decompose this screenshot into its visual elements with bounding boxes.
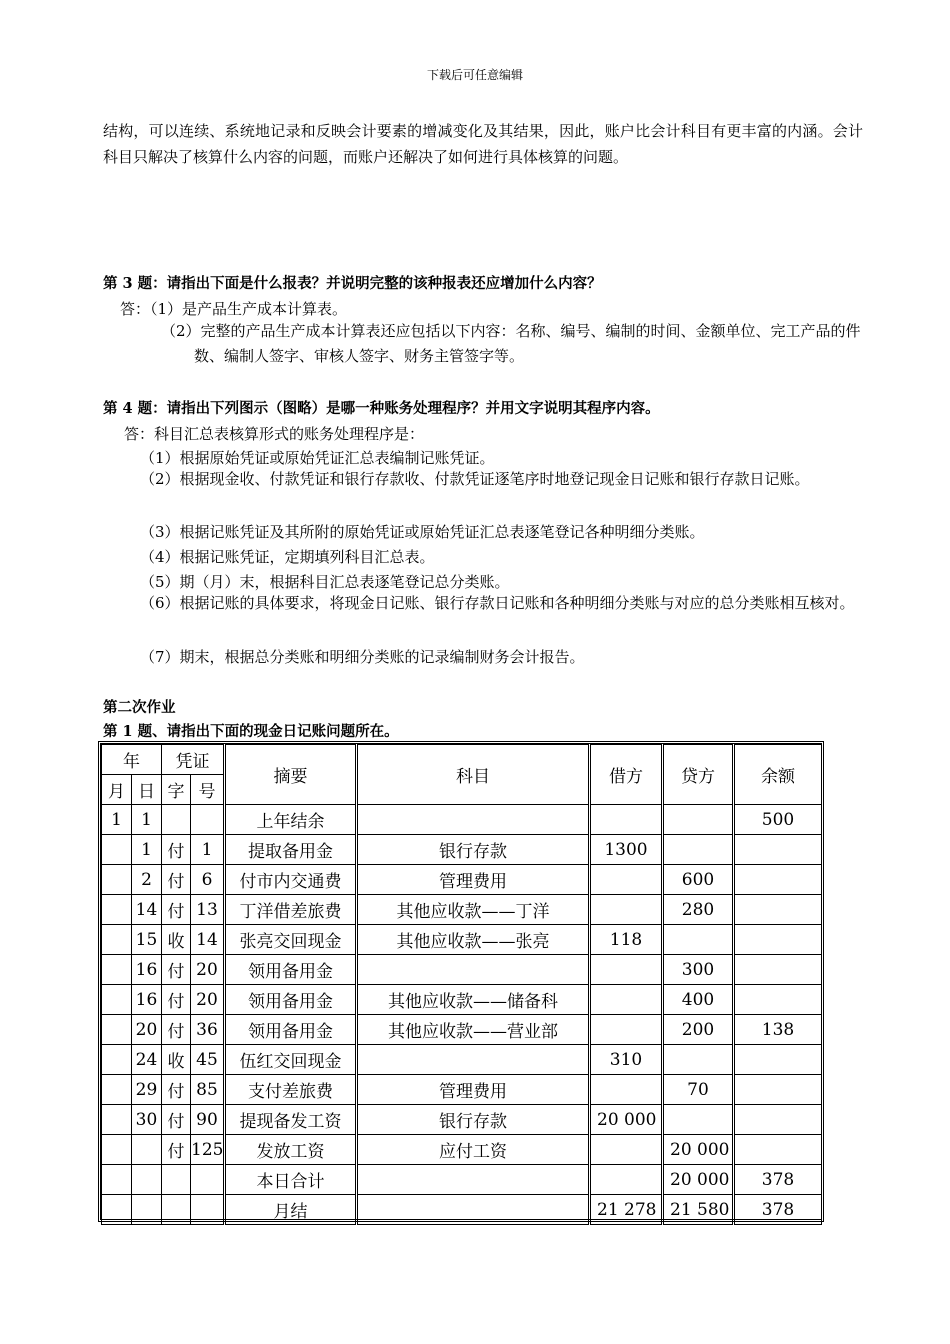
cell-credit <box>663 925 734 955</box>
cell-debit: 20 000 <box>590 1105 663 1135</box>
q4-step-1: （1）根据原始凭证或原始凭证汇总表编制记账凭证。 <box>140 449 495 467</box>
col-type-header: 字 <box>162 775 191 805</box>
col-voucher-header: 凭证 <box>162 745 225 775</box>
cell-account: 其他应收款——储备科 <box>357 985 590 1015</box>
cell-debit <box>590 1165 663 1195</box>
cell-debit: 310 <box>590 1045 663 1075</box>
cell-type: 付 <box>162 1015 191 1045</box>
cell-number: 6 <box>191 865 225 895</box>
cell-month <box>102 835 132 865</box>
cell-type: 付 <box>162 835 191 865</box>
cell-day: 1 <box>132 835 162 865</box>
table-row <box>102 835 822 865</box>
col-debit-header: 借方 <box>590 745 663 805</box>
cell-balance: 500 <box>734 805 822 835</box>
cell-account: 银行存款 <box>357 1105 590 1135</box>
table-row <box>102 1195 822 1225</box>
cell-type: 收 <box>162 1045 191 1075</box>
cell-day: 15 <box>132 925 162 955</box>
cell-credit <box>663 835 734 865</box>
table-row <box>102 1045 822 1075</box>
cell-account: 其他应收款——丁洋 <box>357 895 590 925</box>
col-number-header: 号 <box>191 775 225 805</box>
cell-number: 90 <box>191 1105 225 1135</box>
cell-month <box>102 1105 132 1135</box>
col-year-header: 年 <box>102 745 162 775</box>
cell-summary: 领用备用金 <box>225 1015 357 1045</box>
table-row <box>102 1165 822 1195</box>
cell-balance <box>734 925 822 955</box>
table-row <box>102 1075 822 1105</box>
page-header: 下载后可任意编辑 <box>426 68 523 82</box>
cell-month <box>102 955 132 985</box>
cell-account: 管理费用 <box>357 1075 590 1105</box>
cell-day: 1 <box>132 805 162 835</box>
cell-summary: 提取备用金 <box>225 835 357 865</box>
cell-number: 85 <box>191 1075 225 1105</box>
cell-month: 1 <box>102 805 132 835</box>
second-homework-heading: 第二次作业 <box>103 699 176 716</box>
table-row <box>102 865 822 895</box>
cell-day: 2 <box>132 865 162 895</box>
cell-day: 16 <box>132 955 162 985</box>
cell-month <box>102 1045 132 1075</box>
cell-debit <box>590 985 663 1015</box>
cell-number <box>191 805 225 835</box>
cell-month <box>102 1195 132 1225</box>
table-row <box>102 1105 822 1135</box>
q4-step-7: （7）期末，根据总分类账和明细分类账的记录编制财务会计报告。 <box>140 648 585 666</box>
table-row <box>102 1135 822 1165</box>
cell-day <box>132 1135 162 1165</box>
col-day-header: 日 <box>132 775 162 805</box>
cell-month <box>102 1165 132 1195</box>
cell-account: 其他应收款——营业部 <box>357 1015 590 1045</box>
cell-balance <box>734 1135 822 1165</box>
cell-number: 125 <box>191 1135 225 1165</box>
cell-account <box>357 1045 590 1075</box>
cell-credit: 400 <box>663 985 734 1015</box>
cell-debit <box>590 1015 663 1045</box>
cell-day <box>132 1195 162 1225</box>
cell-type: 付 <box>162 1105 191 1135</box>
cell-account: 管理费用 <box>357 865 590 895</box>
cell-type: 付 <box>162 1135 191 1165</box>
cell-summary: 张亮交回现金 <box>225 925 357 955</box>
cell-credit: 70 <box>663 1075 734 1105</box>
cell-debit <box>590 865 663 895</box>
cell-type <box>162 1165 191 1195</box>
q4-step-4: （4）根据记账凭证，定期填列科目汇总表。 <box>140 548 435 566</box>
cell-balance: 378 <box>734 1165 822 1195</box>
cell-day: 20 <box>132 1015 162 1045</box>
cell-type: 收 <box>162 925 191 955</box>
cell-account <box>357 955 590 985</box>
cell-credit <box>663 1105 734 1135</box>
cell-balance <box>734 985 822 1015</box>
col-account-header: 科目 <box>357 745 590 805</box>
cell-day: 29 <box>132 1075 162 1105</box>
table-row <box>102 955 822 985</box>
cell-type <box>162 1195 191 1225</box>
cell-number <box>191 1165 225 1195</box>
cell-number: 13 <box>191 895 225 925</box>
col-summary-header: 摘要 <box>225 745 357 805</box>
cell-credit: 300 <box>663 955 734 985</box>
cell-type: 付 <box>162 985 191 1015</box>
cell-debit: 1300 <box>590 835 663 865</box>
cell-summary: 伍红交回现金 <box>225 1045 357 1075</box>
cell-type: 付 <box>162 1075 191 1105</box>
cell-summary: 提现备发工资 <box>225 1105 357 1135</box>
cell-debit <box>590 1135 663 1165</box>
q3-answer-1: 答：（1）是产品生产成本计算表。 <box>120 300 348 318</box>
q4-step-5: （5）期（月）末，根据科目汇总表逐笔登记总分类账。 <box>140 573 510 591</box>
cell-credit: 600 <box>663 865 734 895</box>
cell-account: 银行存款 <box>357 835 590 865</box>
cell-day: 30 <box>132 1105 162 1135</box>
cell-credit: 20 000 <box>663 1135 734 1165</box>
cell-type: 付 <box>162 895 191 925</box>
table-row <box>102 1015 822 1045</box>
q4-step-3: （3）根据记账凭证及其所附的原始凭证或原始凭证汇总表逐笔登记各种明细分类账。 <box>140 523 705 541</box>
cell-summary: 上年结余 <box>225 805 357 835</box>
table-row <box>102 805 822 835</box>
cell-number: 45 <box>191 1045 225 1075</box>
cell-account <box>357 1195 590 1225</box>
cell-credit <box>663 1045 734 1075</box>
cash-journal-grid <box>101 744 822 1225</box>
cell-number: 1 <box>191 835 225 865</box>
cell-balance <box>734 955 822 985</box>
cell-credit <box>663 805 734 835</box>
cell-debit <box>590 955 663 985</box>
table-row <box>102 895 822 925</box>
cell-type: 付 <box>162 955 191 985</box>
q4-step-6: （6）根据记账的具体要求，将现金日记账、银行存款日记账和各种明细分类账与对应的总分类账相互核对。 <box>140 594 855 612</box>
cell-number: 14 <box>191 925 225 955</box>
cell-summary: 支付差旅费 <box>225 1075 357 1105</box>
col-month-header: 月 <box>102 775 132 805</box>
cell-summary: 领用备用金 <box>225 985 357 1015</box>
cell-account: 应付工资 <box>357 1135 590 1165</box>
cell-type: 付 <box>162 865 191 895</box>
cell-summary: 付市内交通费 <box>225 865 357 895</box>
cell-summary: 丁洋借差旅费 <box>225 895 357 925</box>
q4-step-2: （2）根据现金收、付款凭证和银行存款收、付款凭证逐笔序时地登记现金日记账和银行存款日记账。 <box>140 470 810 488</box>
cell-day: 16 <box>132 985 162 1015</box>
cell-summary: 月结 <box>225 1195 357 1225</box>
cell-day: 24 <box>132 1045 162 1075</box>
second-q1-title: 第 1 题、请指出下面的现金日记账问题所在。 <box>103 723 399 740</box>
cell-credit: 280 <box>663 895 734 925</box>
cell-number: 36 <box>191 1015 225 1045</box>
cell-month <box>102 1075 132 1105</box>
cell-month <box>102 1135 132 1165</box>
cell-month <box>102 865 132 895</box>
cash-journal-table <box>98 741 824 1222</box>
table-row <box>102 985 822 1015</box>
cell-debit: 118 <box>590 925 663 955</box>
cell-debit <box>590 805 663 835</box>
cell-account <box>357 805 590 835</box>
q3-answer-2-text: （2）完整的产品生产成本计算表还应包括以下内容：名称、编号、编制的时间、金额单位、完工产品的件数、编制人签字、审核人签字、财务主管签字等。 <box>161 322 861 365</box>
q4-intro: 答：科目汇总表核算形式的账务处理程序是： <box>124 425 425 443</box>
q3-title: 第 3 题：请指出下面是什么报表？并说明完整的该种报表还应增加什么内容？ <box>103 275 602 292</box>
cell-credit: 200 <box>663 1015 734 1045</box>
intro-paragraph: 结构，可以连续、系统地记录和反映会计要素的增减变化及其结果，因此，账户比会计科目有更丰富的内涵。会计科目只解决了核算什么内容的问题，而账户还解决了如何进行具体核算的问题。 <box>103 122 863 166</box>
cell-balance <box>734 1045 822 1075</box>
cell-balance <box>734 1075 822 1105</box>
cell-type <box>162 805 191 835</box>
table-row <box>102 925 822 955</box>
cell-balance <box>734 1105 822 1135</box>
cell-month <box>102 895 132 925</box>
cell-credit: 20 000 <box>663 1165 734 1195</box>
q4-title: 第 4 题：请指出下列图示（图略）是哪一种账务处理程序？并用文字说明其程序内容。 <box>103 400 660 417</box>
cell-account: 其他应收款——张亮 <box>357 925 590 955</box>
cell-number: 20 <box>191 985 225 1015</box>
cell-balance <box>734 865 822 895</box>
cell-balance <box>734 835 822 865</box>
cell-account <box>357 1165 590 1195</box>
cell-balance: 378 <box>734 1195 822 1225</box>
cell-balance <box>734 895 822 925</box>
cell-debit <box>590 1075 663 1105</box>
cell-debit: 21 278 <box>590 1195 663 1225</box>
cell-month <box>102 985 132 1015</box>
col-credit-header: 贷方 <box>663 745 734 805</box>
cell-number: 20 <box>191 955 225 985</box>
cell-number <box>191 1195 225 1225</box>
cell-credit: 21 580 <box>663 1195 734 1225</box>
col-balance-header: 余额 <box>734 745 822 805</box>
q3-answer-2 <box>161 319 863 369</box>
cell-month <box>102 1015 132 1045</box>
cell-summary: 本日合计 <box>225 1165 357 1195</box>
cell-debit <box>590 895 663 925</box>
cell-day <box>132 1165 162 1195</box>
cell-summary: 发放工资 <box>225 1135 357 1165</box>
cell-summary: 领用备用金 <box>225 955 357 985</box>
cell-month <box>102 925 132 955</box>
cell-balance: 138 <box>734 1015 822 1045</box>
cell-day: 14 <box>132 895 162 925</box>
